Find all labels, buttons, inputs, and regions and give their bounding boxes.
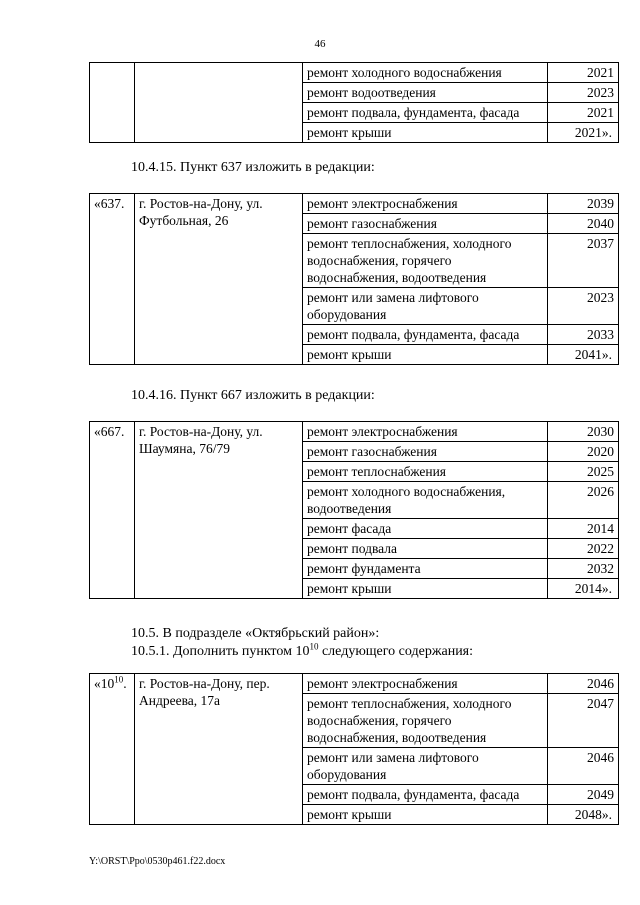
work-cell: ремонт водоотведения bbox=[303, 83, 548, 103]
paragraph-10-5-1 bbox=[131, 641, 474, 660]
work-cell: ремонт крыши bbox=[303, 345, 548, 365]
work-cell: ремонт электроснабжения bbox=[303, 194, 548, 214]
work-cell: ремонт газоснабжения bbox=[303, 442, 548, 462]
year-cell: 2025 bbox=[548, 462, 619, 482]
work-cell: ремонт фундамента bbox=[303, 559, 548, 579]
superscript: 10 bbox=[309, 641, 319, 652]
table-row bbox=[90, 194, 619, 214]
year-cell: 2048». bbox=[548, 805, 619, 825]
year-cell: 2023 bbox=[548, 83, 619, 103]
page-number: 46 bbox=[314, 38, 326, 50]
paragraph-10-4-15: 10.4.15. Пункт 637 изложить в редакции: bbox=[131, 160, 375, 175]
year-cell: 2023 bbox=[548, 288, 619, 325]
paragraph-text-end: следующего содержания: bbox=[318, 644, 474, 659]
work-cell: ремонт крыши bbox=[303, 123, 548, 143]
work-cell: ремонт газоснабжения bbox=[303, 214, 548, 234]
item-number-cell: «667. bbox=[90, 422, 135, 599]
table-row bbox=[90, 422, 619, 442]
address-cell: г. Ростов-на-Дону, пер. Андреева, 17а bbox=[135, 674, 303, 825]
year-cell: 2032 bbox=[548, 559, 619, 579]
year-cell: 2022 bbox=[548, 539, 619, 559]
work-cell: ремонт подвала bbox=[303, 539, 548, 559]
work-cell: ремонт крыши bbox=[303, 805, 548, 825]
work-cell: ремонт электроснабжения bbox=[303, 674, 548, 694]
item-number-cell: «637. bbox=[90, 194, 135, 365]
year-cell: 2047 bbox=[548, 694, 619, 748]
year-cell: 2014 bbox=[548, 519, 619, 539]
table-item-637 bbox=[89, 193, 619, 365]
year-cell: 2030 bbox=[548, 422, 619, 442]
item-number-superscript: 10 bbox=[114, 674, 124, 685]
year-cell: 2037 bbox=[548, 234, 619, 288]
address-cell: г. Ростов-на-Дону, ул. Шаумяна, 76/79 bbox=[135, 422, 303, 599]
table-item-667 bbox=[89, 421, 619, 599]
work-cell: ремонт крыши bbox=[303, 579, 548, 599]
year-cell: 2033 bbox=[548, 325, 619, 345]
paragraph-10-5: 10.5. В подразделе «Октябрьский район»: bbox=[131, 626, 380, 641]
address-cell bbox=[135, 63, 303, 143]
work-cell: ремонт теплоснабжения, холодного водоснабжения, горячего водоснабжения, водоотведения bbox=[303, 694, 548, 748]
work-cell: ремонт или замена лифтового оборудования bbox=[303, 288, 548, 325]
year-cell: 2020 bbox=[548, 442, 619, 462]
work-cell: ремонт подвала, фундамента, фасада bbox=[303, 103, 548, 123]
item-number-cell bbox=[90, 63, 135, 143]
work-cell: ремонт электроснабжения bbox=[303, 422, 548, 442]
address-cell: г. Ростов-на-Дону, ул. Футбольная, 26 bbox=[135, 194, 303, 365]
item-number-cell bbox=[90, 674, 135, 825]
year-cell: 2041». bbox=[548, 345, 619, 365]
year-cell: 2026 bbox=[548, 482, 619, 519]
table-row bbox=[90, 63, 619, 83]
paragraph-text: 10.5.1. Дополнить пунктом 10 bbox=[131, 644, 310, 659]
work-cell: ремонт фасада bbox=[303, 519, 548, 539]
year-cell: 2021 bbox=[548, 103, 619, 123]
year-cell: 2046 bbox=[548, 674, 619, 694]
year-cell: 2021 bbox=[548, 63, 619, 83]
table-item-10-10 bbox=[89, 673, 619, 825]
paragraph-10-4-16: 10.4.16. Пункт 667 изложить в редакции: bbox=[131, 388, 375, 403]
work-cell: ремонт теплоснабжения, холодного водоснабжения, горячего водоснабжения, водоотведения bbox=[303, 234, 548, 288]
work-cell: ремонт подвала, фундамента, фасада bbox=[303, 325, 548, 345]
file-path-footer: Y:\ORST\Ppo\0530p461.f22.docx bbox=[89, 856, 226, 867]
year-cell: 2040 bbox=[548, 214, 619, 234]
item-number-dot: . bbox=[123, 676, 127, 691]
item-number: «10 bbox=[94, 676, 115, 691]
year-cell: 2014». bbox=[548, 579, 619, 599]
work-cell: ремонт холодного водоснабжения, водоотведения bbox=[303, 482, 548, 519]
table-row bbox=[90, 674, 619, 694]
work-cell: ремонт теплоснабжения bbox=[303, 462, 548, 482]
year-cell: 2046 bbox=[548, 748, 619, 785]
work-cell: ремонт или замена лифтового оборудования bbox=[303, 748, 548, 785]
year-cell: 2049 bbox=[548, 785, 619, 805]
work-cell: ремонт подвала, фундамента, фасада bbox=[303, 785, 548, 805]
year-cell: 2039 bbox=[548, 194, 619, 214]
year-cell: 2021». bbox=[548, 123, 619, 143]
work-cell: ремонт холодного водоснабжения bbox=[303, 63, 548, 83]
table-continuation bbox=[89, 62, 619, 143]
